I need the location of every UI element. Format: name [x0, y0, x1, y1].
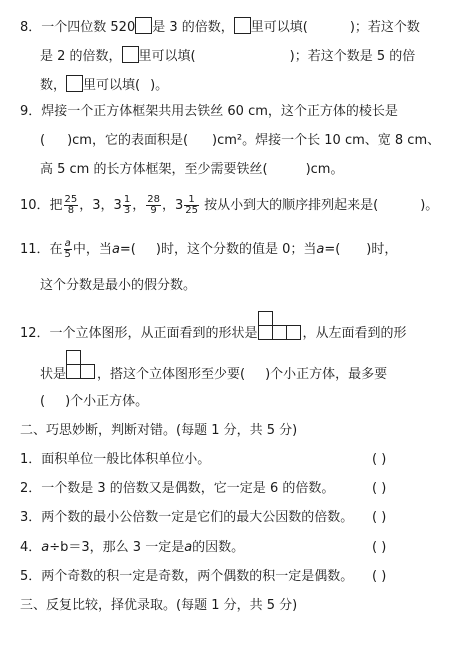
q8-line2: 是 2 的倍数， 里可以填( )；若这个数是 5 的倍: [40, 46, 415, 65]
judge-item-3: 3．两个数的最小公倍数一定是它们的最大公因数的倍数。: [20, 510, 354, 525]
q8-blank-box-4[interactable]: [66, 75, 83, 92]
q11-line2: 这个分数是最小的假分数。: [40, 278, 197, 293]
q8-line1: 8．一个四位数 520 是 3 的倍数， 里可以填( )；若这个数: [20, 17, 420, 36]
judge-mark-5[interactable]: ( ): [372, 569, 387, 584]
judge-mark-3[interactable]: ( ): [372, 510, 387, 525]
fraction-1-3: $\frac{1}{3}$: [123, 194, 131, 216]
fraction-a-5: $\frac{a}{5}$: [64, 238, 71, 260]
q11-line1: 11．在 $\frac{a}{5}$ 中，当a=( )时，这个分数的值是 0；当a=( )时，: [20, 238, 398, 260]
q8-line3: 数， 里可以填( )。: [40, 75, 168, 94]
front-view-shape: [258, 321, 303, 341]
judge-mark-1[interactable]: ( ): [372, 452, 387, 467]
section2-title: 二、巧思妙断，判断对错。(每题 1 分，共 5 分): [20, 423, 298, 438]
q9-line1: 9．焊接一个正方体框架共用去铁丝 60 cm，这个正方体的棱长是: [20, 104, 398, 119]
q9-line3: 高 5 cm 的长方体框架，至少需要铁丝( )cm。: [40, 162, 344, 177]
q8-text: 8．一个四位数 520: [20, 20, 136, 35]
fraction-25-8: $\frac{25}{8}$: [64, 194, 78, 216]
q8-blank-box-2[interactable]: [234, 17, 251, 34]
judge-item-2: 2．一个数是 3 的倍数又是偶数，它一定是 6 的倍数。: [20, 481, 335, 496]
judge-mark-2[interactable]: ( ): [372, 481, 387, 496]
left-view-shape: [66, 362, 97, 382]
fraction-1-25: $\frac{1}{25}$: [185, 194, 198, 216]
q12-line3: ( )个小正方体。: [40, 394, 149, 409]
q10-line: 10．把 $\frac{25}{8}$ ，3，3 $\frac{1}{3}$ ， $\frac{28}{9}$ ，3 $\frac{1}{25}$ 按从小到大的顺序排列起来是( )。: [20, 194, 439, 216]
judge-item-5: 5．两个奇数的积一定是奇数，两个偶数的积一定是偶数。: [20, 569, 354, 584]
judge-item-4: 4．a÷b＝3，那么 3 一定是a的因数。: [20, 540, 245, 555]
section3-title: 三、反复比较，择优录取。(每题 1 分，共 5 分): [20, 598, 298, 613]
q8-blank-box-3[interactable]: [122, 46, 139, 63]
fraction-28-9: $\frac{28}{9}$: [147, 194, 160, 216]
judge-mark-4[interactable]: ( ): [372, 540, 387, 555]
q8-blank-box-1[interactable]: [135, 17, 152, 34]
q12-line2: 状是 ，搭这个立体图形至少要( )个小正方体，最多要: [40, 362, 387, 385]
judge-item-1: 1．面积单位一般比体积单位小。: [20, 452, 211, 467]
q9-line2: ( )cm，它的表面积是( )cm²。焊接一个长 10 cm、宽 8 cm、: [40, 133, 441, 148]
q12-line1: 12．一个立体图形，从正面看到的形状是 ，从左面看到的形: [20, 321, 407, 344]
